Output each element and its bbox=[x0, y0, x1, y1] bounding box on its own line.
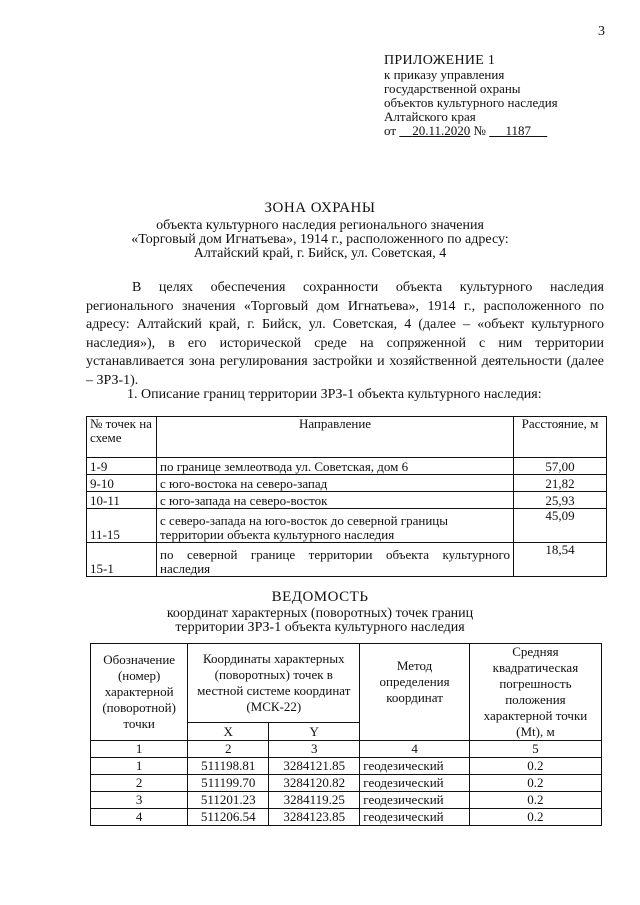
table-row: 4 511206.54 3284123.85 геодезический 0.2 bbox=[91, 809, 602, 826]
section-1-heading: 1. Описание границ территории ЗРЗ-1 объекта культурного наследия: bbox=[127, 387, 542, 402]
intro-paragraph: В целях обеспечения сохранности объекта культурного наследия регионального значения «Торговый дом Игнатьева», 1914 г., расположенного по адресу: Алтайский край, г. Бийск, ул. Советская, 4 (далее – «объект культурного наследия»), в его исторической среде на сопряженной с ним территории устанавливается зона регулирования застройки и хозяйственной деятельности (далее – ЗРЗ-1). bbox=[86, 280, 604, 388]
table-row: 11-15 с северо-запада на юго-восток до северной границы территории объекта культурного наследия 45,09 bbox=[87, 509, 607, 543]
vedomost-subtitle: координат характерных (поворотных) точек границ территории ЗРЗ-1 объекта культурного наследия bbox=[166, 606, 474, 635]
vedomost-title: ВЕДОМОСТЬ bbox=[271, 589, 369, 605]
table-row: 1-9 по границе землеотвода ул. Советская, дом 6 57,00 bbox=[87, 458, 607, 475]
header-method: Метод определения координат bbox=[360, 644, 470, 741]
appendix-title: ПРИЛОЖЕНИЕ 1 bbox=[384, 53, 496, 68]
number-prefix: № bbox=[473, 123, 486, 138]
table-row: 2 511199.70 3284120.82 геодезический 0.2 bbox=[91, 775, 602, 792]
header-direction: Направление bbox=[157, 417, 514, 458]
appendix-block bbox=[384, 54, 558, 138]
zone-title: ЗОНА ОХРАНЫ bbox=[264, 200, 376, 216]
order-date: 20.11.2020 bbox=[412, 123, 471, 138]
table-row: 3 511201.23 3284119.25 геодезический 0.2 bbox=[91, 792, 602, 809]
header-distance: Расстояние, м bbox=[514, 417, 607, 458]
header-error: Средняя квадратическая погрешность положения характерной точки (Mt), м bbox=[469, 644, 601, 741]
coordinates-table bbox=[90, 643, 602, 826]
date-prefix: от bbox=[384, 123, 397, 138]
column-number-row: 1 2 3 4 5 bbox=[91, 741, 602, 758]
header-points: № точек на схеме bbox=[87, 417, 157, 458]
appendix-line: объектов культурного наследия bbox=[384, 95, 558, 110]
header-coordinates: Координаты характерных (поворотных) точек в местной системе координат (МСК-22) bbox=[188, 644, 360, 723]
page-number: 3 bbox=[598, 24, 605, 39]
zone-subtitle: объекта культурного наследия регионального значения «Торговый дом Игнатьева», 1914 г., расположенного по адресу: Алтайский край, г. Бийск, ул. Советская, 4 bbox=[131, 218, 509, 261]
table-row: 9-10 с юго-востока на северо-запад 21,82 bbox=[87, 475, 607, 492]
header-point-id: Обозначение (номер) характерной (поворотной) точки bbox=[91, 644, 188, 741]
appendix-date-line bbox=[384, 124, 558, 138]
table-row: 15-1 по северной границе территории объекта культурного наследия 18,54 bbox=[87, 543, 607, 577]
header-y: Y bbox=[269, 723, 360, 741]
table-row: 10-11 с юго-запада на северо-восток 25,93 bbox=[87, 492, 607, 509]
borders-table bbox=[86, 416, 607, 577]
appendix-line: государственной охраны bbox=[384, 81, 521, 96]
table-row: 1 511198.81 3284121.85 геодезический 0.2 bbox=[91, 758, 602, 775]
order-number: 1187 bbox=[505, 123, 531, 138]
header-x: X bbox=[188, 723, 269, 741]
appendix-line: к приказу управления bbox=[384, 67, 505, 82]
appendix-line: Алтайского края bbox=[384, 109, 476, 124]
